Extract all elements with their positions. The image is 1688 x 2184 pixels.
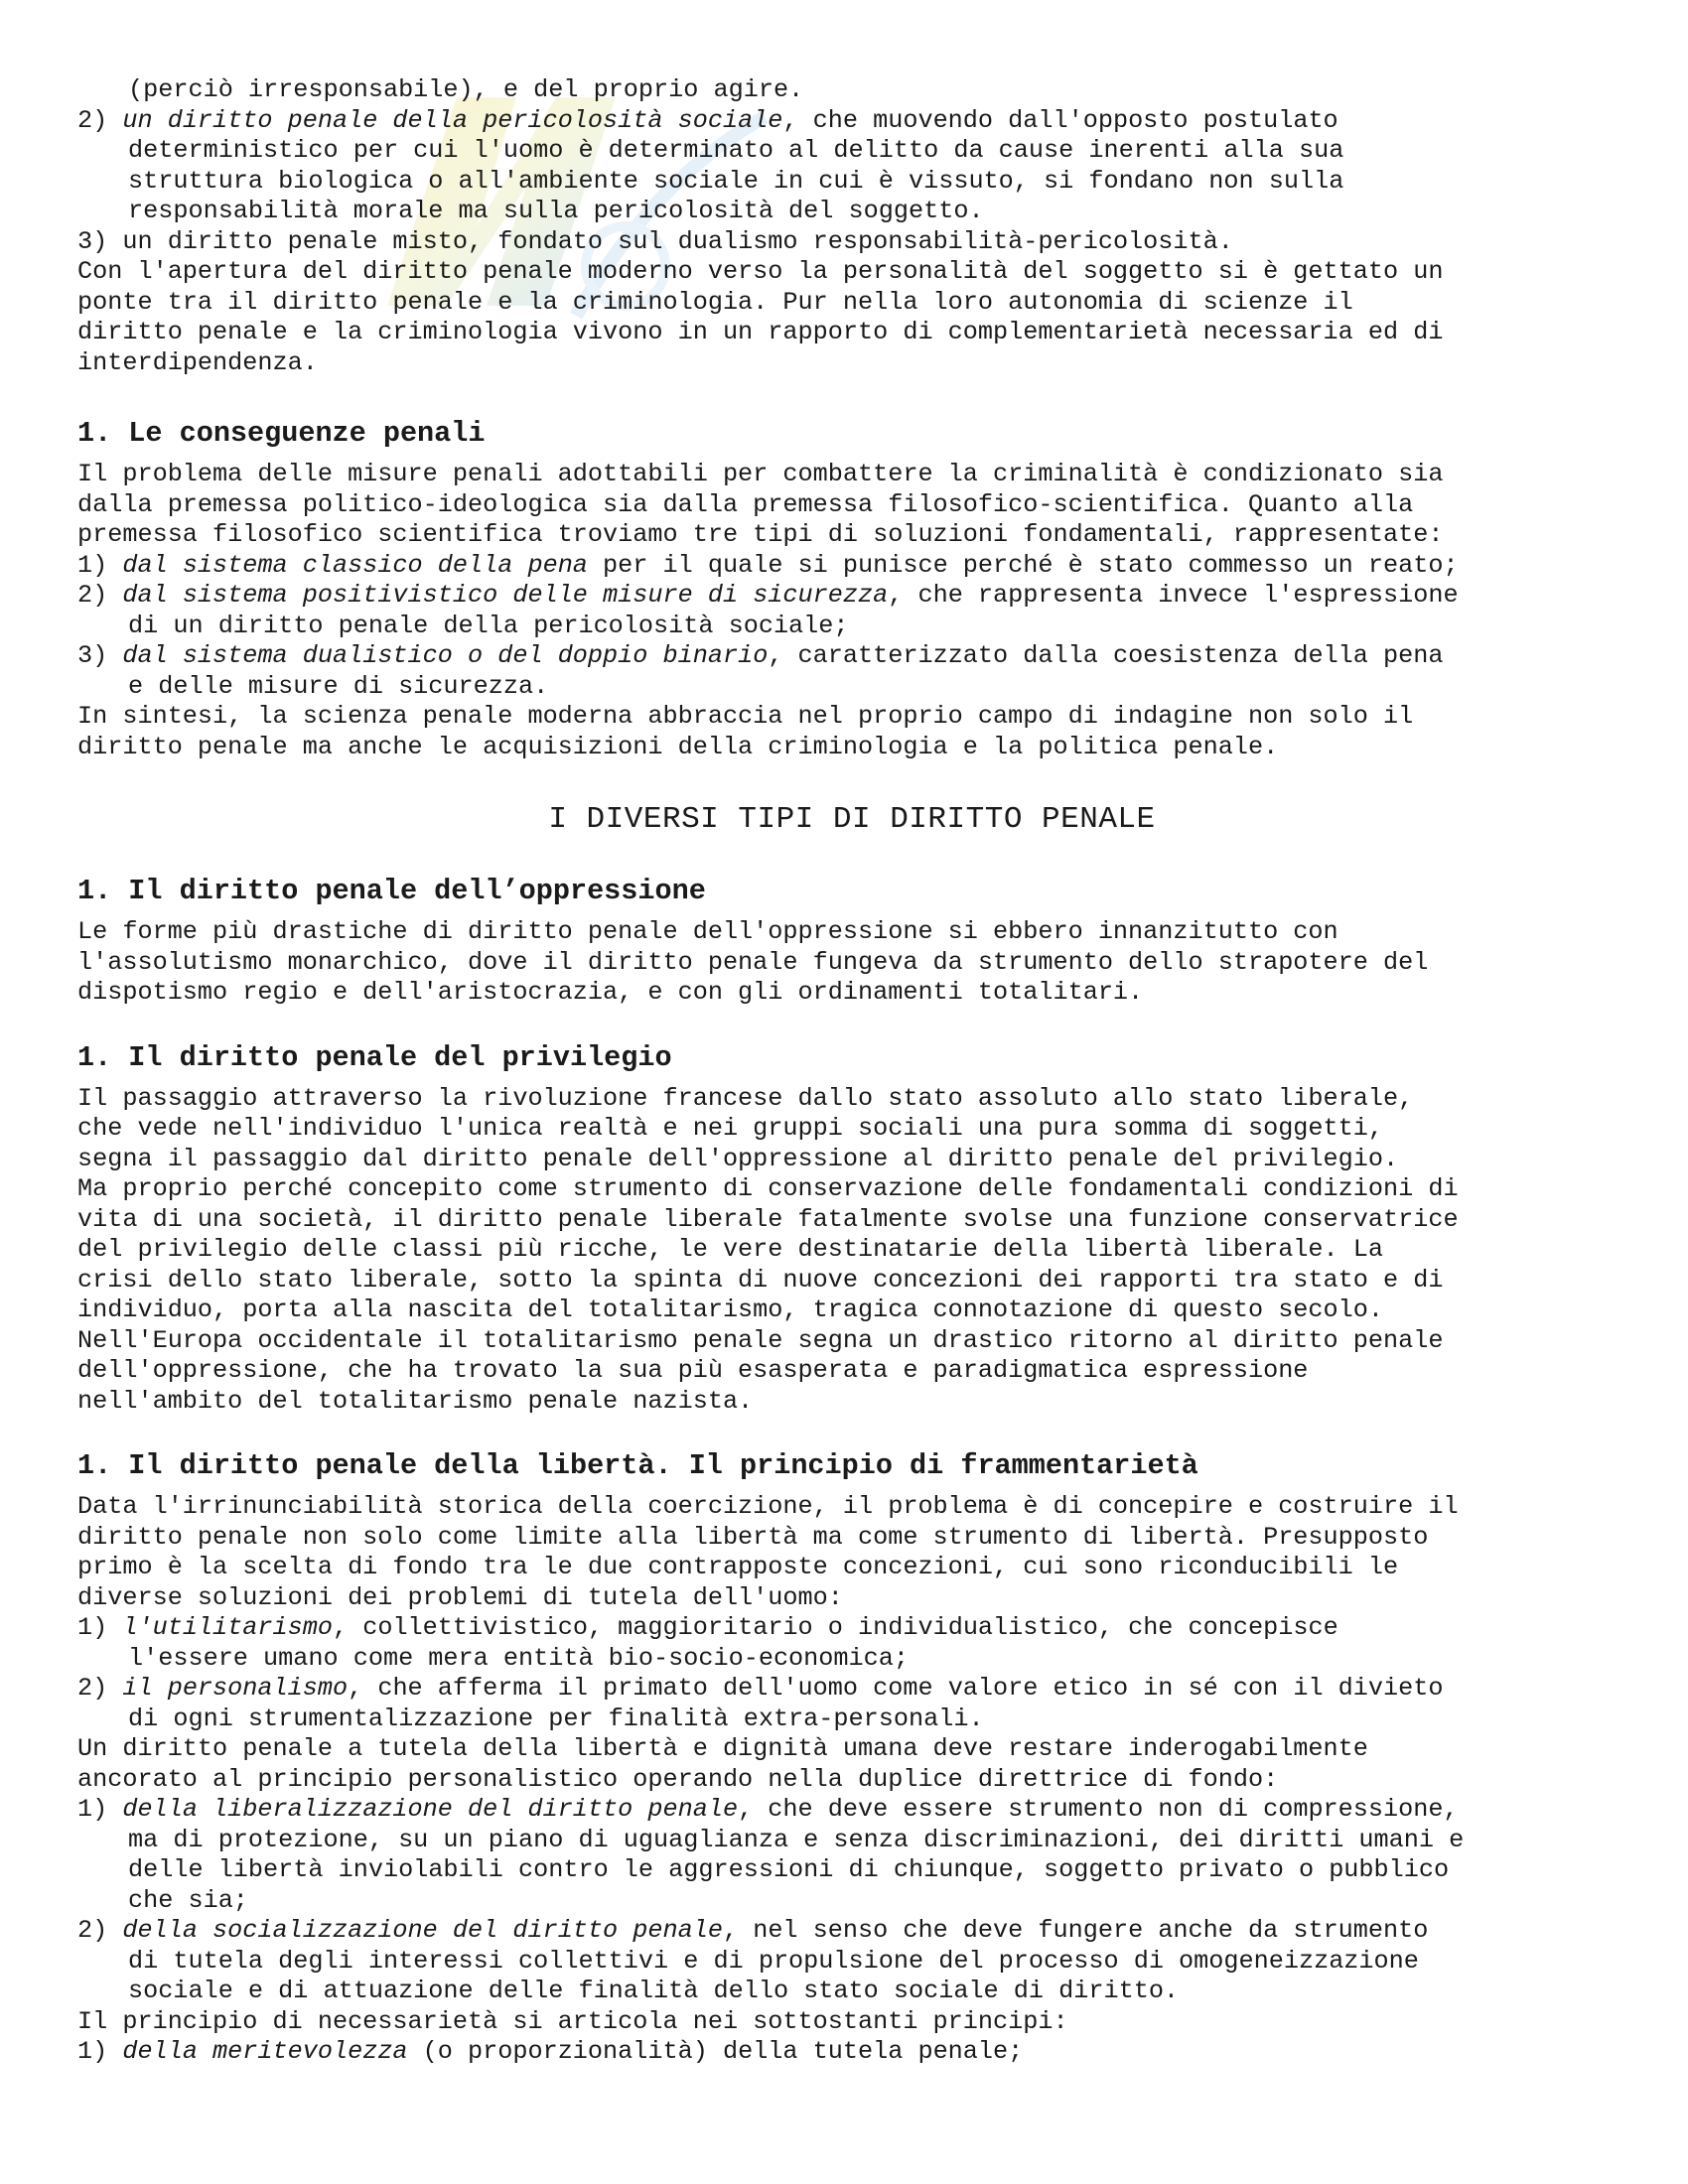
item-emphasis: della socializzazione del diritto penale: [122, 1916, 723, 1945]
sec1-item-3: [77, 641, 1626, 702]
item-emphasis: della meritevolezza: [122, 2037, 408, 2066]
sec4-item-b1: [77, 1795, 1626, 1916]
sec2-paragraph: Le forme più drastiche di diritto penale dell'oppressione si ebbero innanzitutto con l'assolutismo monarchico, dove il diritto penale fungeva da strumento dello strapotere del dispotismo regio e dell'aristocrazia, e con gli ordinamenti totalitari.: [77, 917, 1429, 1007]
item-text: (o proporzionalità) della tutela penale;: [407, 2037, 1024, 2066]
item-number: 1): [77, 2037, 108, 2066]
intro-paragraph: Con l'apertura del diritto penale moderno verso la personalità del soggetto si è gettato un ponte tra il diritto penale e la criminologia. Pur nella loro autonomia di scienze il diritto penale e la criminologia vivono in un rapporto di complementarietà necessaria ed di interdipendenza.: [77, 257, 1444, 377]
item-number: 1): [77, 1613, 108, 1642]
item-text: per il quale si punisce perché è stato commesso un reato;: [587, 550, 1459, 580]
section-heading-conseguenze: 1. Le conseguenze penali: [77, 417, 486, 450]
item-number: 2): [77, 1674, 108, 1703]
sec4-paragraph-2: Un diritto penale a tutela della libertà e dignità umana deve restare inderogabilmente ancorato al principio personalistico operando nella duplice direttrice di fondo:: [77, 1734, 1368, 1794]
item-emphasis: un diritto penale della pericolosità sociale: [122, 105, 783, 135]
intro-item-2: [77, 106, 1626, 137]
sec4-item-a2: [77, 1674, 1626, 1734]
intro-line-4: struttura biologica o all'ambiente sociale in cui è vissuto, si fondano non sulla: [128, 166, 1344, 196]
sec4-item-a1: [77, 1613, 1626, 1674]
document-page: [77, 75, 1626, 2068]
item-number: 2): [77, 105, 108, 135]
sec1-paragraph: Il problema delle misure penali adottabili per combattere la criminalità è condizionato sia dalla premessa politico-ideologica sia dalla premessa filosofico-scientifica. Quanto alla premessa filosofico scientifica troviamo tre tipi di soluzioni fondamentali, rappresentate:: [77, 460, 1444, 549]
item-text: , che afferma il primato dell'uomo come valore etico in sé con il divieto di ogni strumentalizzazione per finalità extra-personali.: [128, 1674, 1444, 1733]
item-number: 2): [77, 581, 108, 610]
item-text: , che rappresenta invece l'espressione di un diritto penale della pericolosità sociale;: [128, 581, 1459, 640]
sec4-item-c1: [77, 2037, 1626, 2068]
item-number: 2): [77, 1916, 108, 1945]
item-number: 1): [77, 1795, 108, 1824]
intro-line-1: (perciò irresponsabile), e del proprio agire.: [128, 75, 804, 104]
item-text: un diritto penale misto, fondato sul dualismo responsabilità-pericolosità.: [122, 226, 1233, 256]
section-heading-liberta: 1. Il diritto penale della libertà. Il principio di frammentarietà: [77, 1449, 1198, 1482]
item-number: 3): [77, 226, 108, 256]
sec3-paragraph: Il passaggio attraverso la rivoluzione francese dallo stato assoluto allo stato liberale, che vede nell'individuo l'unica realtà e nei gruppi sociali una pura somma di soggetti, segna il passaggio dal diritto penale dell'oppressione al diritto penale del privilegio. Ma proprio perché concepito come strumento di conservazione delle fondamentali condizioni di vita di una società, il diritto penale liberale fatalmente svolse una funzione conservatrice del privilegio delle classi più ricche, le vere destinatarie della libertà liberale. La crisi dello stato liberale, sotto la spinta di nuove concezioni dei rapporti tra stato e di individuo, porta alla nascita del totalitarismo, tragica connotazione di questo secolo. Nell'Europa occidentale il totalitarismo penale segna un drastico ritorno al diritto penale dell'oppressione, che ha trovato la sua più esasperata e paradigmatica espressione nell'ambito del totalitarismo penale nazista.: [77, 1083, 1459, 1416]
sec1-closing: In sintesi, la scienza penale moderna abbraccia nel proprio campo di indagine non solo il diritto penale ma anche le acquisizioni della criminologia e la politica penale.: [77, 702, 1414, 761]
sec4-paragraph: Data l'irrinunciabilità storica della coercizione, il problema è di concepire e costruire il diritto penale non solo come limite alla libertà ma come strumento di libertà. Presupposto primo è la scelta di fondo tra le due contrapposte concezioni, cui sono riconducibili le diverse soluzioni dei problemi di tutela dell'uomo:: [77, 1492, 1459, 1612]
intro-item-3: [77, 227, 1626, 258]
item-text: , caratterizzato dalla coesistenza della pena e delle misure di sicurezza.: [128, 641, 1444, 701]
item-text: , collettivistico, maggioritario o individualistico, che concepisce l'essere umano come mera entità bio-socio-economica;: [128, 1613, 1338, 1673]
sec4-item-b2: [77, 1916, 1626, 2007]
item-emphasis: il personalismo: [122, 1674, 349, 1703]
intro-line-3: deterministico per cui l'uomo è determinato al delitto da cause inerenti alla sua: [128, 136, 1344, 165]
item-emphasis: l'utilitarismo: [122, 1613, 333, 1642]
item-emphasis: dal sistema positivistico delle misure di sicurezza: [122, 581, 889, 610]
item-text: , che deve essere strumento non di compressione, ma di protezione, su un piano di uguaglianza e senza discriminazioni, dei diritti umani e delle libertà inviolabili contro le aggressioni di chiunque, soggetto privato o pubblico che sia;: [128, 1795, 1465, 1915]
item-emphasis: dal sistema dualistico o del doppio binario: [122, 641, 769, 670]
section-heading-privilegio: 1. Il diritto penale del privilegio: [77, 1040, 672, 1074]
sec4-paragraph-3: Il principio di necessarietà si articola nei sottostanti principi:: [77, 2006, 1068, 2036]
item-number: 3): [77, 641, 108, 670]
sec1-item-1: [77, 551, 1626, 582]
item-emphasis: della liberalizzazione del diritto penale: [122, 1795, 739, 1824]
item-emphasis: dal sistema classico della pena: [122, 550, 588, 580]
item-text: , nel senso che deve fungere anche da strumento di tutela degli interessi collettivi e di propulsione del processo di omogeneizzazione sociale e di attuazione delle finalità dello stato sociale di diritto.: [128, 1916, 1429, 2005]
chapter-title: I DIVERSI TIPI DI DIRITTO PENALE: [548, 802, 1156, 837]
section-heading-oppressione: 1. Il diritto penale dell’oppressione: [77, 875, 706, 907]
item-number: 1): [77, 550, 108, 580]
sec1-item-2: [77, 581, 1626, 641]
intro-line-5: responsabilità morale ma sulla pericolosità del soggetto.: [128, 197, 984, 225]
item-text: , che muovendo dall'opposto postulato: [782, 105, 1338, 135]
